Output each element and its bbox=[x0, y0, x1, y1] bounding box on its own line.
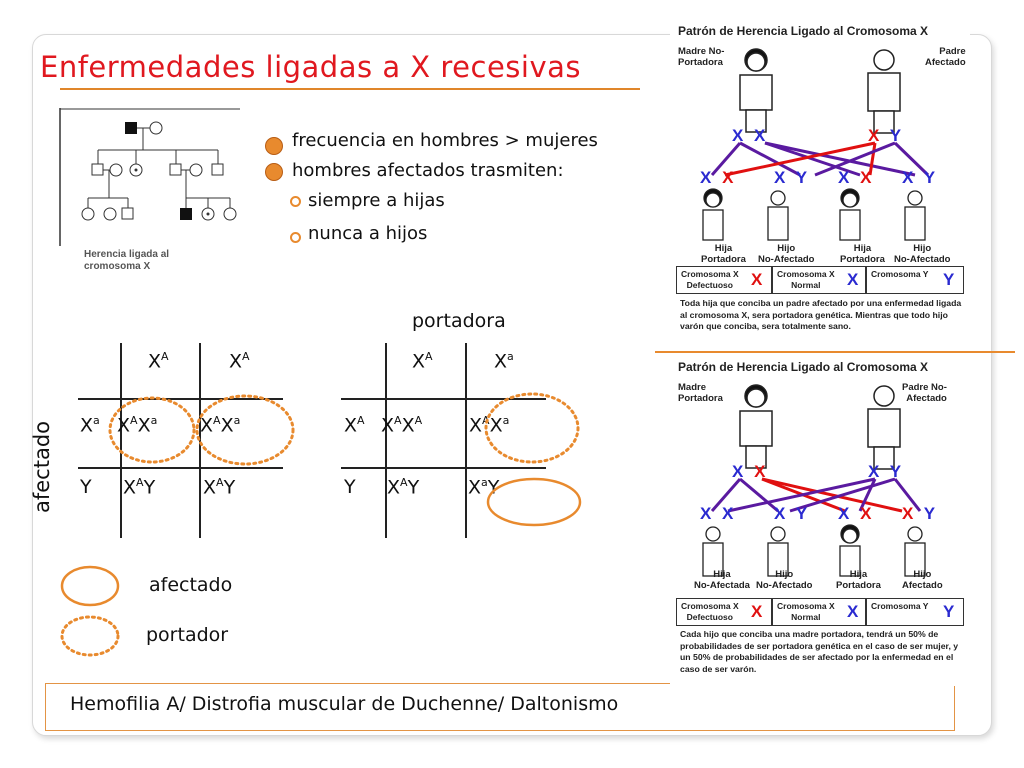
sub-bullet-hijos: nunca a hijos bbox=[308, 223, 428, 244]
grid-vline bbox=[465, 343, 467, 538]
panel2-father-label: Padre No- Afectado bbox=[902, 382, 947, 404]
col-header: $X^A$ bbox=[148, 350, 169, 373]
cell-genotype: $X^AX^a$ bbox=[200, 414, 241, 437]
panel1-description: Toda hija que conciba un padre afectado por una enfermedad ligada al cromosoma X, sera portadora genética. Mientras que todo hijo varón que conciba, sera totalmente sano. bbox=[680, 298, 962, 331]
bullet-frecuencia: frecuencia en hombres > mujeres bbox=[292, 130, 598, 151]
panel1-title: Patrón de Herencia Ligado al Cromosoma X bbox=[678, 24, 929, 38]
label-portadora: portadora bbox=[412, 310, 506, 332]
panel2-title: Patrón de Herencia Ligado al Cromosoma X bbox=[678, 360, 929, 374]
panel1-father-label: Padre Afectado bbox=[925, 46, 966, 68]
panel2-figure bbox=[670, 356, 970, 596]
panel1-child-4: Hijo No-Afectado bbox=[894, 243, 951, 265]
sub-bullet-dot bbox=[290, 196, 301, 207]
cell-genotype: $X^AX^a$ bbox=[469, 414, 510, 437]
legend-affected: afectado bbox=[149, 574, 233, 596]
panel1-figure bbox=[670, 20, 970, 260]
footer-text: Hemofilia A/ Distrofia muscular de Duchenne/ Daltonismo bbox=[70, 693, 619, 715]
row-label-afectado: afectado bbox=[30, 420, 55, 514]
bullet-dot bbox=[265, 163, 283, 181]
inheritance-panel-2: Patrón de Herencia Ligado al Cromosoma X Madre Portadora Padre No- Afectado X X X Y X X X Y X X X Y Hija No-Afectada Hijo No-Afectado Hija Portadora Hijo Afectado Cromosoma X Defectuoso X Cromosoma X Normal X Cromosoma Y Y Cada hijo que conciba una madre portadora, tendrá un 50% de probabilidades de ser portadora genética en el caso de ser mujer, y un 50% de probabilidades de ser afectado por la enfermedad en el caso de ser varón. bbox=[670, 356, 970, 686]
row-header: $X^A$ bbox=[344, 414, 365, 437]
pedigree-caption: Herencia ligada al cromosoma X bbox=[84, 249, 170, 272]
cell-genotype: $X^AY$ bbox=[387, 476, 420, 499]
panel2-legend-defective: Cromosoma X Defectuoso X bbox=[676, 598, 772, 626]
col-header: $X^A$ bbox=[412, 350, 433, 373]
panel2-description: Cada hijo que conciba una madre portadora, tendrá un 50% de probabilidades de ser portadora genética en el caso de ser mujer, y un 50% de probabilidades de ser afectado por la enfermedad en el caso de ser varón. bbox=[680, 629, 959, 674]
panel2-child-3: Hija Portadora bbox=[836, 569, 881, 591]
legend-carrier: portador bbox=[146, 624, 229, 646]
panel1-child-2: Hijo No-Afectado bbox=[758, 243, 815, 265]
legend-circles bbox=[58, 560, 128, 660]
col-header: $X^A$ bbox=[229, 350, 250, 373]
row-header: $X^a$ bbox=[80, 414, 100, 437]
panel1-legend-normal: Cromosoma X Normal X bbox=[772, 266, 866, 294]
col-header: $X^a$ bbox=[494, 350, 514, 373]
panel2-mother-label: Madre Portadora bbox=[678, 382, 723, 404]
panel1-legend-defective: Cromosoma X Defectuoso X bbox=[676, 266, 772, 294]
panel1-child-3: Hija Portadora bbox=[840, 243, 885, 265]
sub-bullet-hijas: siempre a hijas bbox=[308, 190, 445, 211]
panel2-child-2: Hijo No-Afectado bbox=[756, 569, 813, 591]
cell-genotype: $X^AY$ bbox=[203, 476, 236, 499]
bullet-dot bbox=[265, 137, 283, 155]
panel1-child-1: Hija Portadora bbox=[701, 243, 746, 265]
slide-title: Enfermedades ligadas a X recesivas bbox=[40, 50, 582, 84]
panel2-legend-normal: Cromosoma X Normal X bbox=[772, 598, 866, 626]
panel2-legend-y: Cromosoma Y Y bbox=[866, 598, 964, 626]
bullet-trasmiten: hombres afectados trasmiten: bbox=[292, 160, 564, 181]
cell-genotype: $X^AX^a$ bbox=[117, 414, 158, 437]
grid-vline bbox=[385, 343, 387, 538]
panel2-child-4: Hijo Afectado bbox=[902, 569, 943, 591]
cell-genotype: $X^AX^A$ bbox=[381, 414, 423, 437]
title-underline bbox=[60, 88, 640, 90]
row-header: Y bbox=[344, 476, 356, 498]
affected-carrier-circles bbox=[470, 390, 590, 530]
sub-bullet-dot bbox=[290, 232, 301, 243]
cell-genotype: $X^aY$ bbox=[468, 476, 500, 499]
footer-box bbox=[45, 683, 955, 731]
row-header: Y bbox=[80, 476, 92, 498]
carrier-circles bbox=[100, 390, 300, 470]
panel2-child-1: Hija No-Afectada bbox=[694, 569, 750, 591]
inheritance-panel-1: Patrón de Herencia Ligado al Cromosoma X Madre No- Portadora Padre Afectado X X X Y X X X Y X X X Y Hija Portadora Hijo No-Afectado Hija Portadora Hijo No-Afectado Cromosoma X Defectuoso X Cromosoma X Normal X Cromosoma Y Y Toda hija que conciba un padre afectado por una enfermedad ligada al cromosoma X, sera portadora genética. Mientras que todo hijo varón que conciba, sera totalmente sano. bbox=[670, 20, 970, 350]
panel-divider bbox=[655, 351, 1015, 353]
cell-genotype: $X^AY$ bbox=[123, 476, 156, 499]
panel1-mother-label: Madre No- Portadora bbox=[678, 46, 725, 68]
panel1-legend-y: Cromosoma Y Y bbox=[866, 266, 964, 294]
